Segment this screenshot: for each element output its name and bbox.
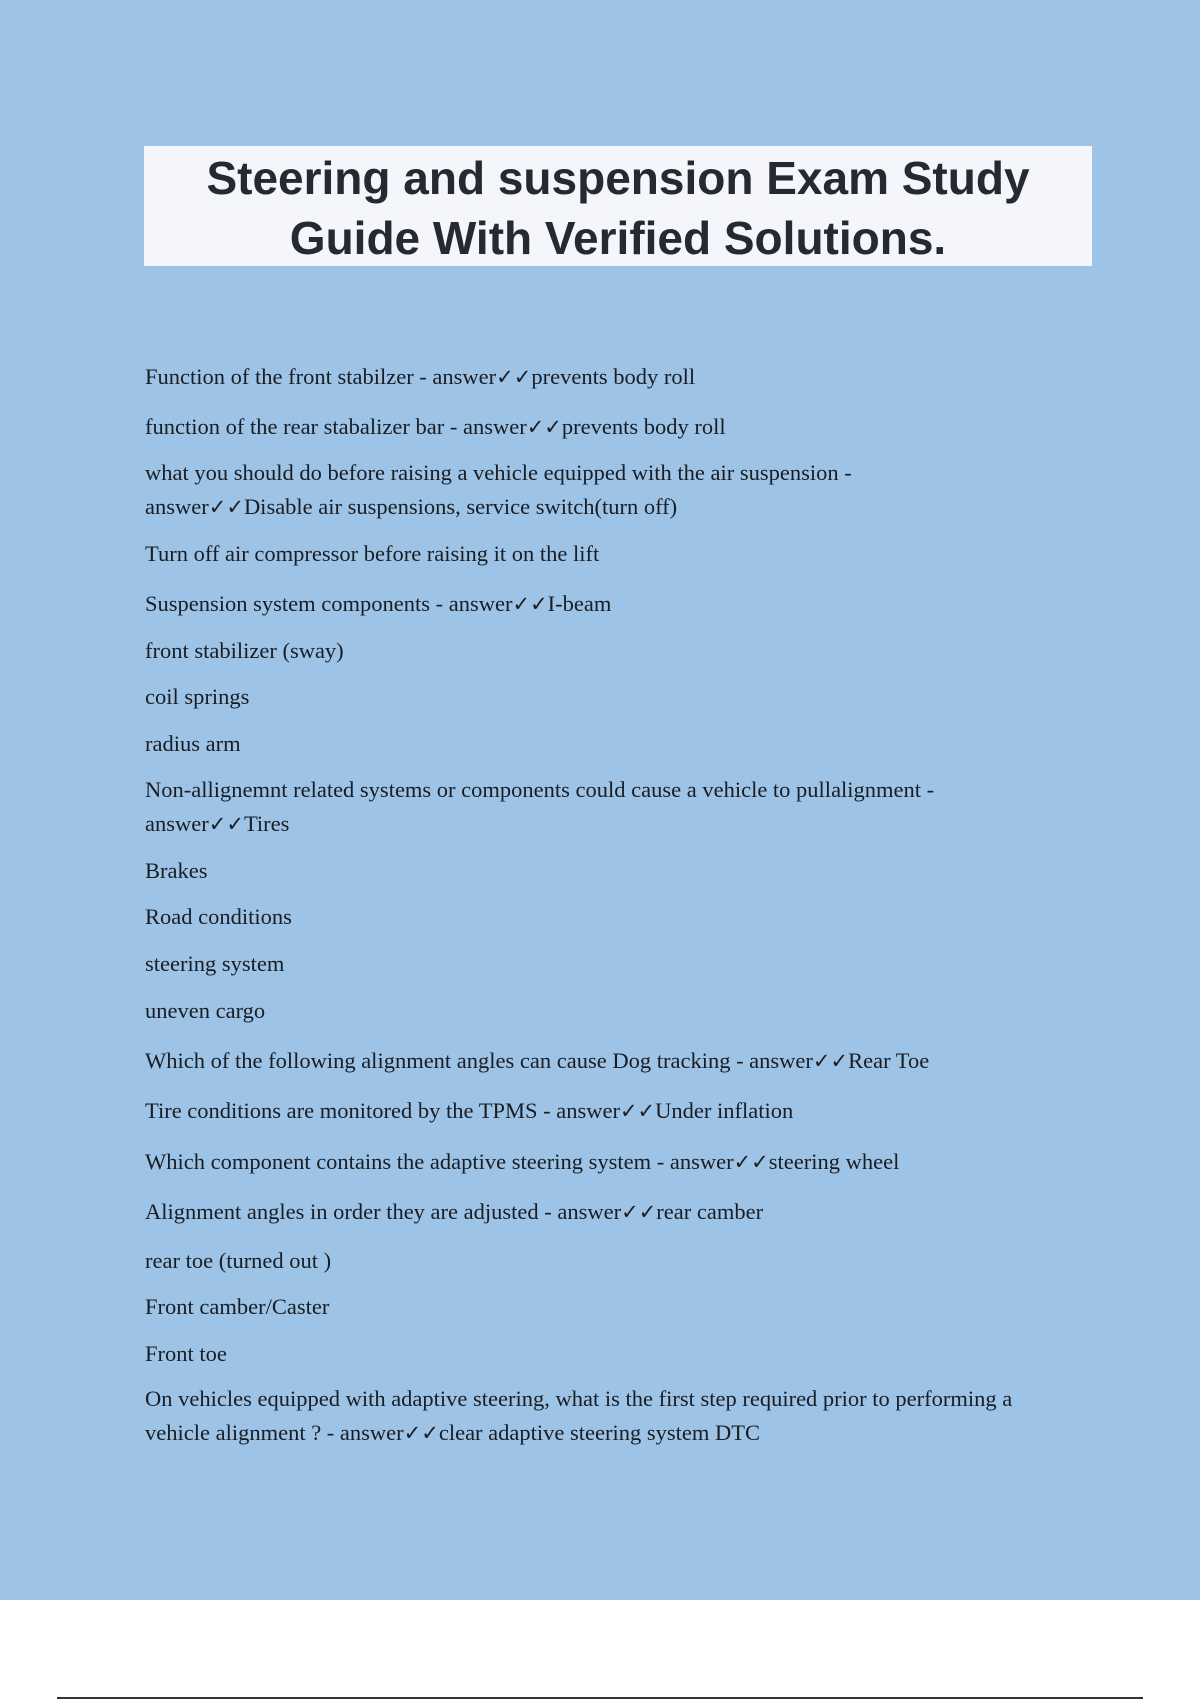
document-title-line-2: Guide With Verified Solutions. (289, 212, 947, 264)
answer-text: Brakes (145, 858, 208, 883)
qa-line (145, 1094, 793, 1128)
question-text: Which of the following alignment angles can cause Dog tracking - answer (145, 1048, 813, 1073)
qa-line (145, 1290, 329, 1324)
check-marks-icon: ✓✓ (208, 495, 244, 519)
answer-text: Turn off air compressor before raising it on the lift (145, 541, 600, 566)
qa-line (145, 537, 599, 571)
check-marks-icon: ✓✓ (619, 1099, 656, 1123)
qa-line (145, 1195, 763, 1229)
answer-text: Front camber/Caster (145, 1294, 330, 1319)
qa-line (145, 947, 284, 981)
answer-text: rear camber (656, 1199, 764, 1224)
question-text: Tire conditions are monitored by the TPMS - answer (145, 1098, 620, 1123)
question-text: function of the rear stabalizer bar - answer (145, 414, 527, 439)
qa-line (145, 1044, 929, 1078)
qa-line (145, 1145, 899, 1179)
check-marks-icon: ✓✓ (208, 812, 244, 836)
answer-text: steering system (145, 951, 285, 976)
answer-text: prevents body roll (531, 364, 696, 389)
answer-text: Disable air suspensions, service switch(turn off) (243, 494, 678, 519)
question-text: Which component contains the adaptive steering system - answer (145, 1149, 734, 1174)
qa-line (145, 854, 207, 888)
answer-text: prevents body roll (561, 414, 726, 439)
question-text: answer (145, 494, 209, 519)
check-marks-icon: ✓✓ (526, 415, 562, 439)
answer-text: rear toe (turned out ) (145, 1248, 332, 1273)
check-marks-icon: ✓✓ (621, 1200, 657, 1224)
qa-line (145, 727, 241, 761)
qa-line (145, 634, 344, 668)
question-text: Non-allignemnt related systems or components could cause a vehicle to pullalignment - (145, 777, 935, 802)
answer-text: uneven cargo (145, 998, 266, 1023)
question-text: vehicle alignment ? - answer (145, 1420, 404, 1445)
qa-line (145, 456, 852, 490)
qa-line (145, 680, 249, 714)
question-text: answer (145, 811, 209, 836)
answer-text: Under inflation (655, 1098, 794, 1123)
qa-line (145, 807, 289, 841)
check-marks-icon: ✓✓ (403, 1421, 439, 1445)
answer-text: I-beam (547, 591, 612, 616)
question-text: what you should do before raising a vehicle equipped with the air suspension - (145, 460, 852, 485)
answer-text: coil springs (145, 684, 250, 709)
answer-text: Road conditions (145, 904, 292, 929)
question-text: On vehicles equipped with adaptive steering, what is the first step required prior to performing a (145, 1386, 1013, 1411)
bottom-divider (57, 1697, 1143, 1699)
qa-line (145, 490, 677, 524)
answer-text: radius arm (145, 731, 241, 756)
answer-text: Rear Toe (848, 1048, 930, 1073)
qa-line (145, 994, 265, 1028)
document-title-box (144, 146, 1092, 266)
qa-line (145, 1244, 331, 1278)
qa-line (145, 1416, 760, 1450)
qa-line (145, 900, 292, 934)
check-marks-icon: ✓✓ (496, 365, 532, 389)
qa-line (145, 1337, 227, 1371)
qa-line (145, 587, 611, 621)
qa-line (145, 360, 695, 394)
check-marks-icon: ✓✓ (733, 1150, 769, 1174)
document-title-line-1: Steering and suspension Exam Study (206, 152, 1030, 204)
answer-text: clear adaptive steering system DTC (438, 1420, 760, 1445)
answer-text: front stabilizer (sway) (145, 638, 344, 663)
answer-text: Front toe (145, 1341, 227, 1366)
check-marks-icon: ✓✓ (512, 592, 548, 616)
question-text: Suspension system components - answer (145, 591, 513, 616)
check-marks-icon: ✓✓ (812, 1049, 849, 1073)
answer-text: steering wheel (768, 1149, 900, 1174)
qa-line (145, 1382, 1012, 1416)
question-text: Alignment angles in order they are adjusted - answer (145, 1199, 622, 1224)
qa-line (145, 410, 726, 444)
qa-line (145, 773, 934, 807)
question-text: Function of the front stabilzer - answer (145, 364, 497, 389)
answer-text: Tires (243, 811, 290, 836)
